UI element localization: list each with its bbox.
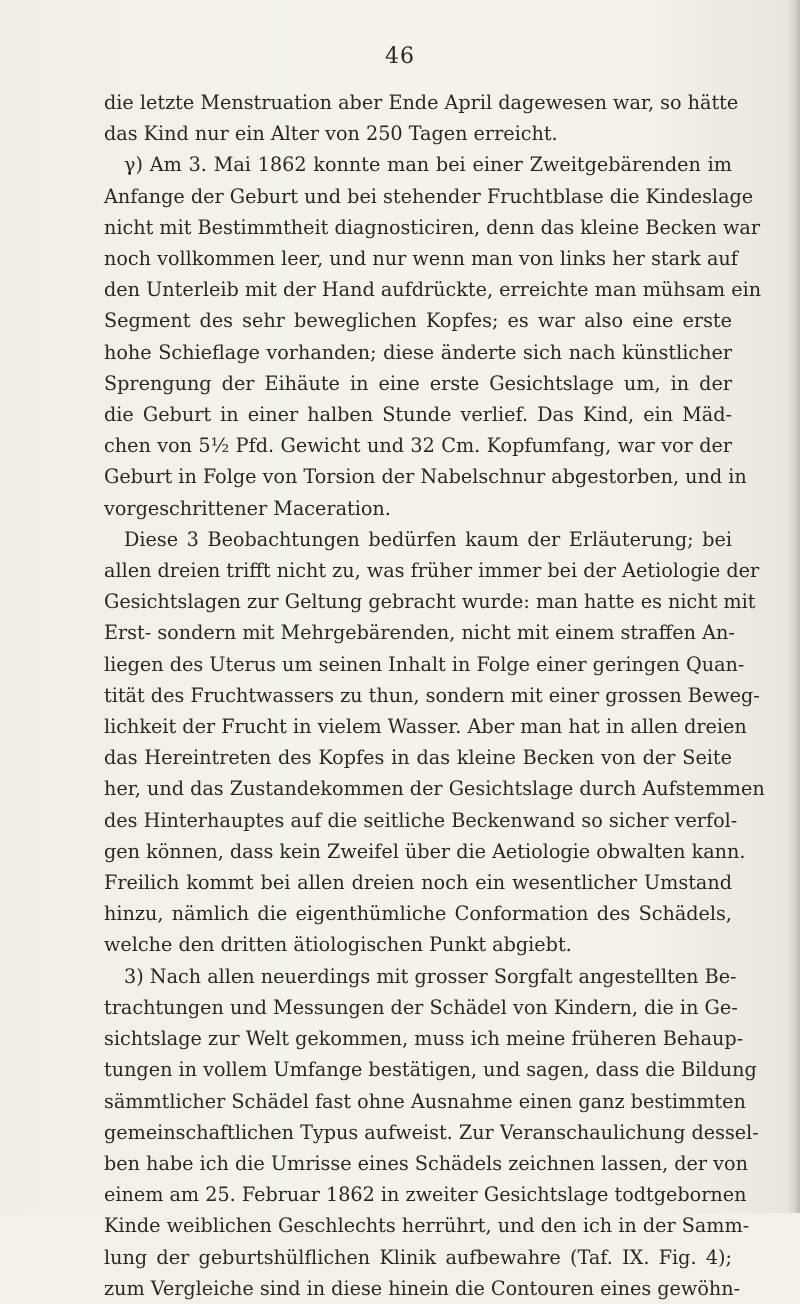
text-line: die letzte Menstruation aber Ende April dagewesen war, so hätte xyxy=(104,91,739,114)
text-line: sämmtlicher Schädel fast ohne Ausnahme einen ganz bestimmten xyxy=(104,1089,746,1113)
text-line: den Unterleib mit der Hand aufdrückte, erreichte man mühsam ein xyxy=(104,278,762,302)
text-line: 3) Nach allen neuerdings mit grosser Sorgfalt angestellten Be- xyxy=(124,964,737,988)
text-line: lichkeit der Frucht in vielem Wasser. Aber man hat in allen dreien xyxy=(104,715,747,739)
text-line: lung der geburtshülflichen Klinik aufbewahre (Taf. IX. Fig. 4); xyxy=(104,1245,732,1269)
text-line: ben habe ich die Umrisse eines Schädels zeichnen lassen, der von xyxy=(104,1151,748,1175)
text-line: Erst- sondern mit Mehrgebärenden, nicht mit einem straffen An- xyxy=(104,621,735,645)
text-line: des Hinterhauptes auf die seitliche Beckenwand so sicher verfol- xyxy=(104,808,738,832)
text-line: Kinde weiblichen Geschlechts herrührt, und den ich in der Samm- xyxy=(104,1214,750,1238)
text-line: Sprengung der Eihäute in eine erste Gesichtslage um, in der xyxy=(104,371,732,395)
text-line: sichtslage zur Welt gekommen, muss ich meine früheren Behaup- xyxy=(104,1027,744,1051)
text-line: gemeinschaftlichen Typus aufweist. Zur Veranschaulichung dessel- xyxy=(104,1120,759,1144)
text-line: liegen des Uterus um seinen Inhalt in Folge einer geringen Quan- xyxy=(104,652,745,676)
text-line: trachtungen und Messungen der Schädel von Kindern, die in Ge- xyxy=(104,995,738,1019)
text-line: Segment des sehr beweglichen Kopfes; es war also eine erste xyxy=(104,309,732,333)
text-line: die Geburt in einer halben Stunde verlief. Das Kind, ein Mäd- xyxy=(104,403,732,427)
text-line: hohe Schieflage vorhanden; diese änderte sich nach künstlicher xyxy=(104,340,732,364)
page-edge-shadow xyxy=(786,0,800,1213)
text-line: hinzu, nämlich die eigenthümliche Conformation des Schädels, xyxy=(104,902,732,926)
text-line: Diese 3 Beobachtungen bedürfen kaum der Erläuterung; bei xyxy=(124,527,732,551)
text-line: chen von 5½ Pfd. Gewicht und 32 Cm. Kopfumfang, war vor der xyxy=(104,434,732,458)
page-number: 46 xyxy=(385,44,415,69)
text-line: allen dreien trifft nicht zu, was früher immer bei der Aetiologie der xyxy=(104,559,760,583)
text-line: Geburt in Folge von Torsion der Nabelschnur abgestorben, und in xyxy=(104,465,747,489)
text-line: noch vollkommen leer, und nur wenn man von links her stark auf xyxy=(104,247,738,271)
text-line: welche den dritten ätiologischen Punkt abgiebt. xyxy=(104,933,572,957)
text-line: tungen in vollem Umfange bestätigen, und sagen, dass die Bildung xyxy=(104,1058,757,1082)
text-line: Freilich kommt bei allen dreien noch ein wesentlicher Umstand xyxy=(104,871,732,895)
text-line: das Kind nur ein Alter von 250 Tagen erreicht. xyxy=(104,122,558,146)
text-line: vorgeschrittener Maceration. xyxy=(104,496,391,520)
text-line: nicht mit Bestimmtheit diagnosticiren, denn das kleine Becken war xyxy=(104,215,761,239)
text-line: das Hereintreten des Kopfes in das kleine Becken von der Seite xyxy=(104,746,732,770)
text-line: gen können, dass kein Zweifel über die Aetiologie obwalten kann. xyxy=(104,839,746,863)
text-line: Anfange der Geburt und bei stehender Fruchtblase die Kindeslage xyxy=(104,184,754,208)
text-line: her, und das Zustandekommen der Gesichtslage durch Aufstemmen xyxy=(104,777,765,801)
text-line: γ) Am 3. Mai 1862 konnte man bei einer Zweitgebärenden im xyxy=(124,153,732,177)
body-text xyxy=(104,87,765,1304)
text-line: einem am 25. Februar 1862 in zweiter Gesichtslage todtgebornen xyxy=(104,1183,747,1207)
text-line: tität des Fruchtwassers zu thun, sondern mit einer grossen Beweg- xyxy=(104,683,760,707)
text-line: zum Vergleiche sind in diese hinein die Contouren eines gewöhn- xyxy=(104,1276,741,1300)
text-line: Gesichtslagen zur Geltung gebracht wurde: man hatte es nicht mit xyxy=(104,590,756,614)
